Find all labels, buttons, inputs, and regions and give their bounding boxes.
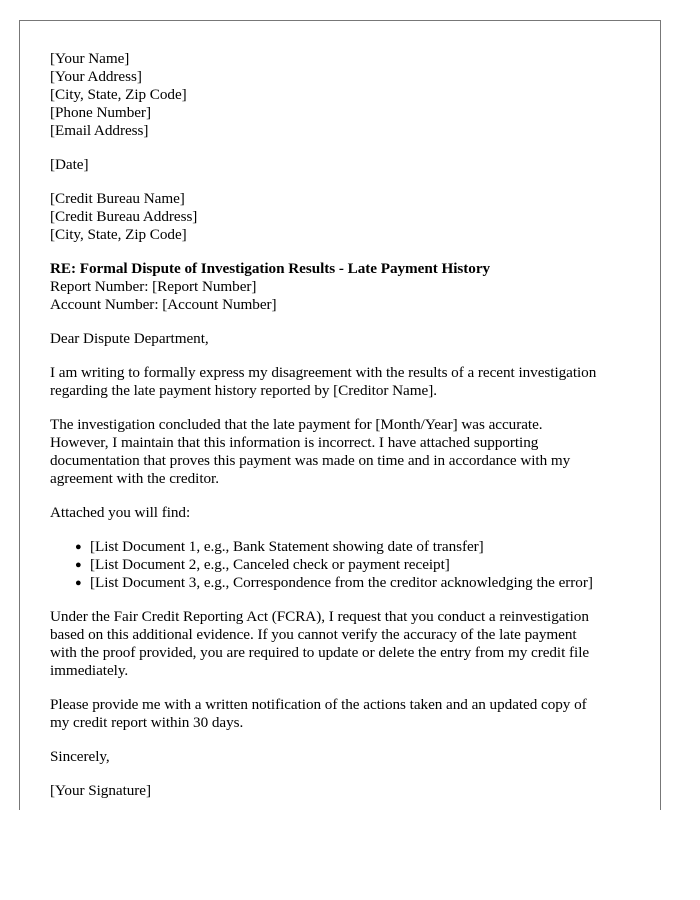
account-number: Account Number: [Account Number] [50,296,277,313]
fcra-line: with the proof provided, you are required to update or delete the entry from my credit file [50,644,590,661]
bullet-icon: ● [75,577,82,589]
fcra-line: based on this additional evidence. If you cannot verify the accuracy of the late payment [50,626,577,643]
bullet-icon: ● [75,541,82,553]
spacer [50,732,640,748]
spacer [50,680,640,696]
sender-address: [Your Address] [50,68,142,85]
recipient-block [50,190,640,244]
letter-page [19,20,661,810]
attachment-text: [List Document 2, e.g., Canceled check or payment receipt] [90,556,450,573]
details-line: However, I maintain that this information is incorrect. I have attached supporting [50,434,539,451]
sender-name: [Your Name] [50,50,130,67]
list-item [75,538,640,556]
attachments-intro-block [50,504,640,522]
fcra-paragraph [50,608,640,680]
report-number: Report Number: [Report Number] [50,278,257,295]
closing-block [50,748,640,766]
subject-block [50,260,640,314]
spacer [50,174,640,190]
fcra-line: immediately. [50,662,129,679]
signature: [Your Signature] [50,782,152,799]
signature-block [50,782,640,800]
letter-content [50,50,640,800]
request-line: Please provide me with a written notification of the actions taken and an updated copy of [50,696,587,713]
details-line: The investigation concluded that the late payment for [Month/Year] was accurate. [50,416,543,433]
spacer [50,140,640,156]
details-paragraph [50,416,640,488]
list-item [75,556,640,574]
sender-block [50,50,640,140]
sender-phone: [Phone Number] [50,104,151,121]
spacer [50,314,640,330]
intro-line: I am writing to formally express my disagreement with the results of a recent investigation [50,364,597,381]
closing: Sincerely, [50,748,110,765]
spacer [50,488,640,504]
subject-line: RE: Formal Dispute of Investigation Results - Late Payment History [50,260,491,277]
recipient-name: [Credit Bureau Name] [50,190,185,207]
letter-date: [Date] [50,156,89,173]
greeting-block [50,330,640,348]
bullet-icon: ● [75,559,82,571]
spacer [50,522,640,538]
attachment-text: [List Document 1, e.g., Bank Statement showing date of transfer] [90,538,484,555]
spacer [50,766,640,782]
attachment-text: [List Document 3, e.g., Correspondence from the creditor acknowledging the error] [90,574,593,591]
fcra-line: Under the Fair Credit Reporting Act (FCRA), I request that you conduct a reinvestigation [50,608,589,625]
request-line: my credit report within 30 days. [50,714,244,731]
spacer [50,400,640,416]
list-item [75,574,640,592]
spacer [50,592,640,608]
sender-city-state-zip: [City, State, Zip Code] [50,86,187,103]
sender-email: [Email Address] [50,122,149,139]
date-block [50,156,640,174]
attachments-list [50,538,640,592]
details-line: documentation that proves this payment was made on time and in accordance with my [50,452,571,469]
recipient-address: [Credit Bureau Address] [50,208,198,225]
intro-line: regarding the late payment history reported by [Creditor Name]. [50,382,437,399]
attachments-intro: Attached you will find: [50,504,191,521]
recipient-city-state-zip: [City, State, Zip Code] [50,226,187,243]
request-paragraph [50,696,640,732]
intro-paragraph [50,364,640,400]
spacer [50,244,640,260]
spacer [50,348,640,364]
greeting: Dear Dispute Department, [50,330,209,347]
details-line: agreement with the creditor. [50,470,219,487]
